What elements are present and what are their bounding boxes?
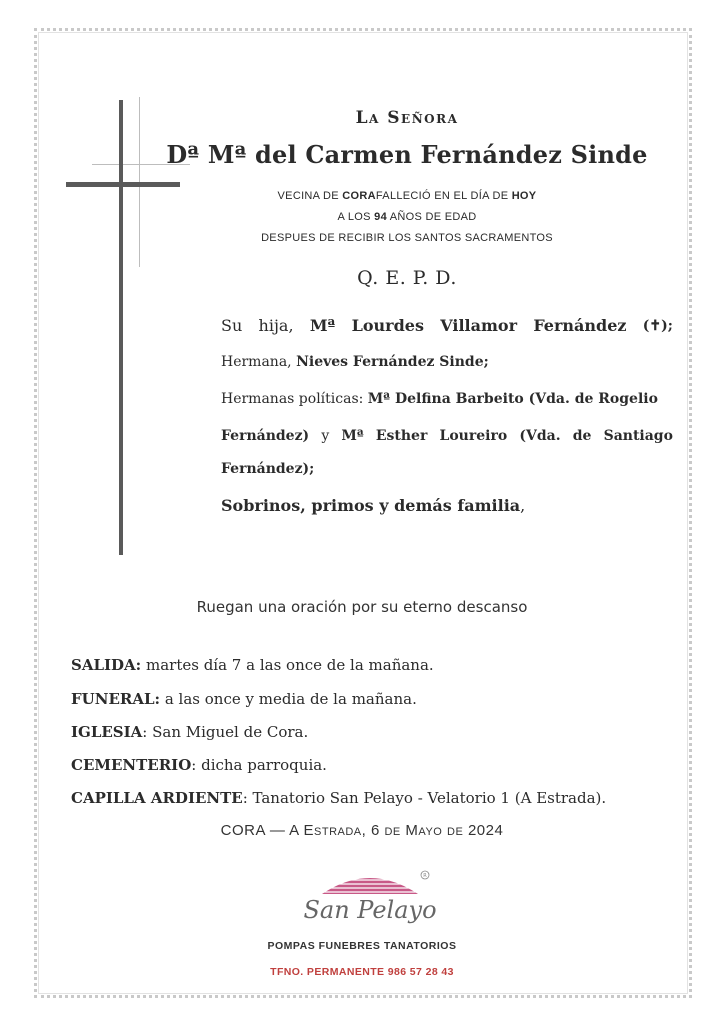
phone-line: TFNO. PERMANENTE 986 57 28 43 <box>270 966 454 978</box>
family-others: Sobrinos, primos y demás familia, <box>221 496 526 515</box>
residence-line: VECINA DE CORAFALLECIÓ EN EL DÍA DE HOY <box>277 190 537 202</box>
info-cementerio: CEMENTERIO: dicha parroquia. <box>71 756 327 774</box>
deceased-name: Dª Mª del Carmen Fernández Sinde <box>166 140 648 169</box>
qepd-label: Q. E. P. D. <box>357 267 457 289</box>
info-capilla: CAPILLA ARDIENTE: Tanatorio San Pelayo - Velatorio 1 (A Estrada). <box>71 789 607 807</box>
family-sisters-in-law-cont: Fernández) y Mª Esther Loureiro (Vda. de Santiago <box>221 428 673 444</box>
family-sister: Hermana, Nieves Fernández Sinde; <box>221 354 489 370</box>
date-line: CORA — A Estrada, 6 de Mayo de 2024 <box>220 822 504 839</box>
family-sisters-in-law: Hermanas políticas: Mª Delfina Barbeito (Vda. de Rogelio <box>221 391 658 407</box>
family-daughter: Su hija, Mª Lourdes Villamor Fernández (✝); <box>221 316 673 335</box>
age-line: A LOS 94 AÑOS DE EDAD <box>337 211 477 223</box>
svg-text:R: R <box>423 873 427 879</box>
sacraments-line: DESPUES DE RECIBIR LOS SANTOS SACRAMENTOS <box>261 232 553 244</box>
info-salida: SALIDA: martes día 7 a las once de la mañana. <box>71 656 434 674</box>
san-pelayo-logo <box>300 866 440 930</box>
family-sisters-in-law-end: Fernández); <box>221 461 315 477</box>
svg-text:San Pelayo: San Pelayo <box>303 896 437 924</box>
info-funeral: FUNERAL: a las once y media de la mañana. <box>71 690 417 708</box>
prayer-line: Ruegan una oración por su eterno descanso <box>196 598 528 616</box>
title-label: La Señora <box>355 108 459 128</box>
info-iglesia: IGLESIA: San Miguel de Cora. <box>71 723 309 741</box>
deceased-cross-icon: (✝); <box>642 318 673 334</box>
company-tagline: POMPAS FUNEBRES TANATORIOS <box>267 940 457 952</box>
